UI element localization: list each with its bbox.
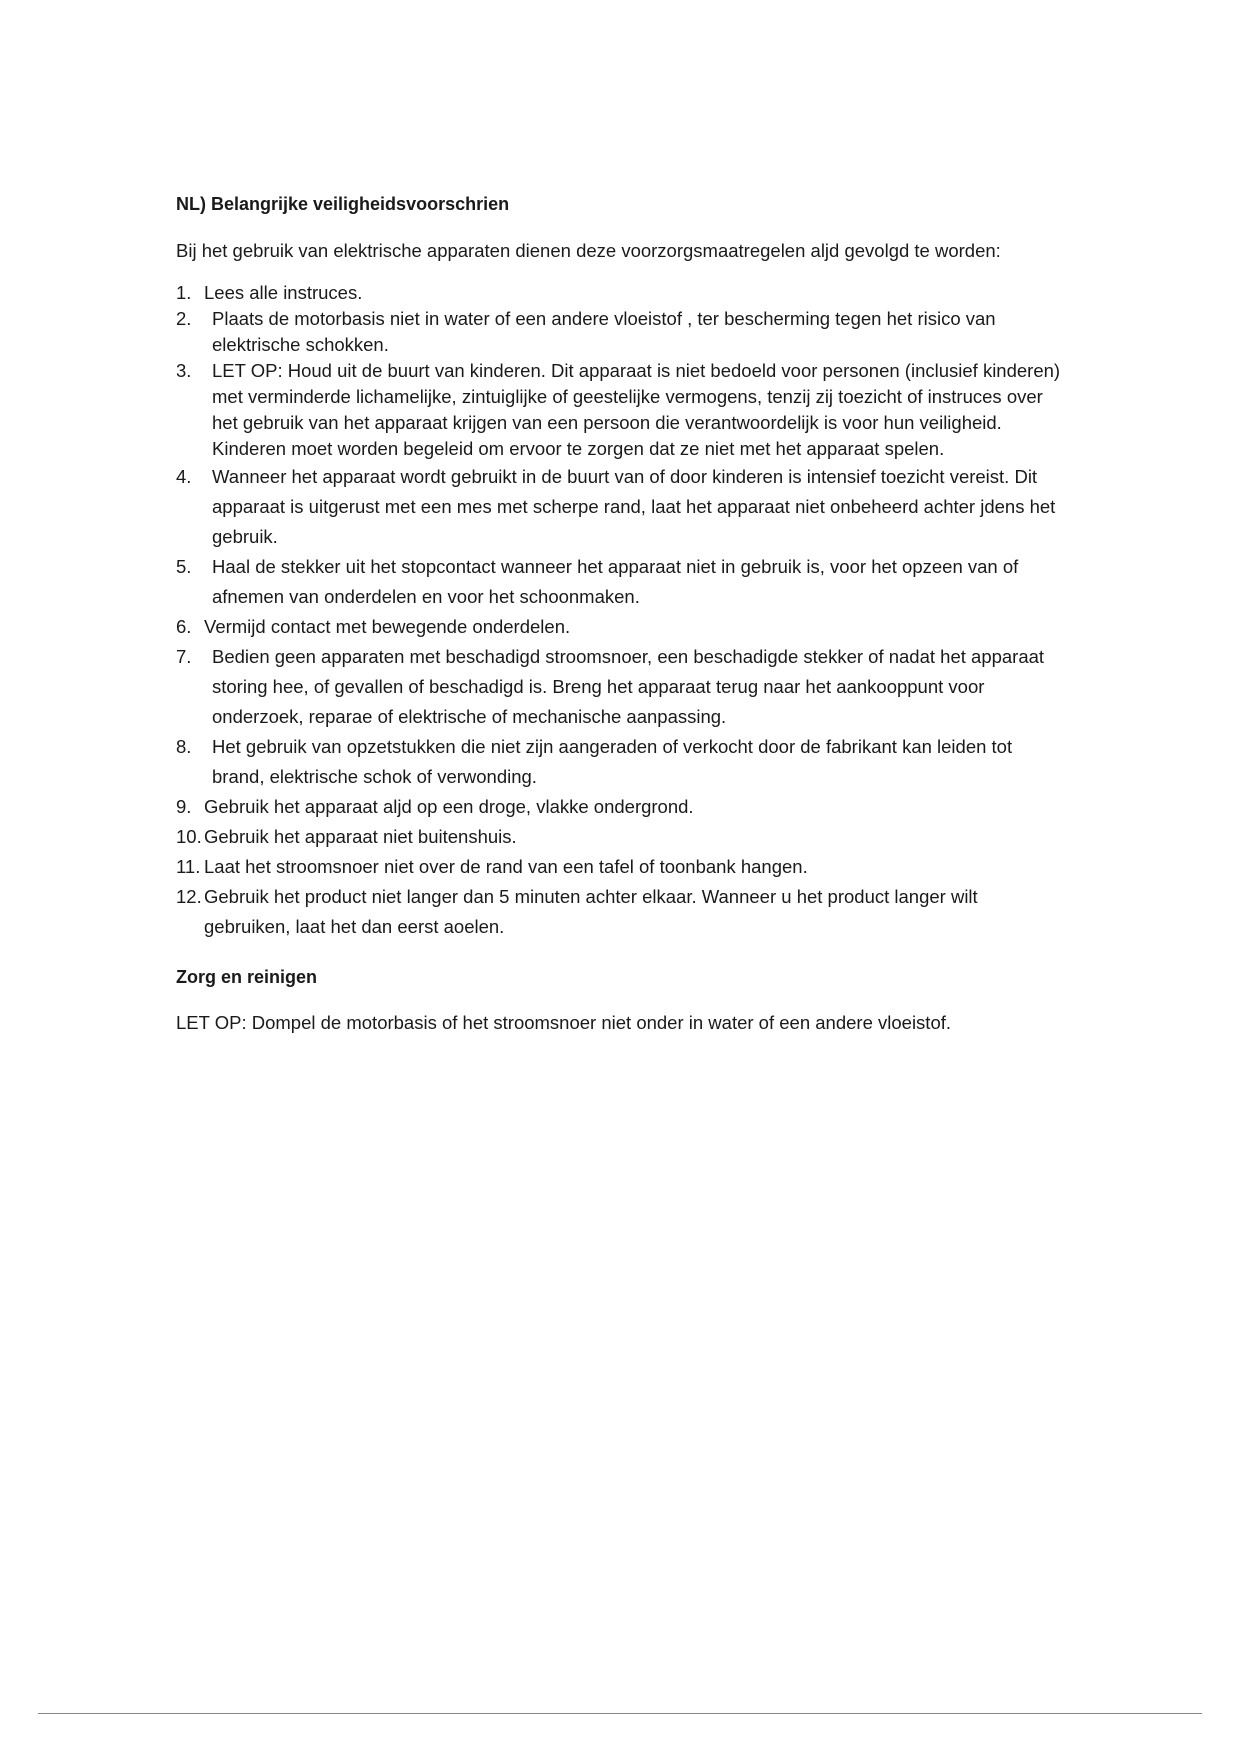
- list-item: [176, 822, 1066, 852]
- care-warning-text: LET OP: Dompel de motorbasis of het stroomsnoer niet onder in water of een andere vloeistof.: [176, 1012, 952, 1033]
- list-item: [176, 792, 1066, 822]
- list-item-number: 8.: [176, 736, 192, 757]
- list-item: [176, 852, 1066, 882]
- list-item-text: Gebruik het apparaat niet buitenshuis.: [204, 826, 517, 847]
- list-item-number: 9.: [176, 796, 192, 817]
- list-item: [176, 280, 1066, 306]
- list-item: [176, 732, 1066, 792]
- list-item-number: 7.: [176, 646, 192, 667]
- list-item-text: Laat het stroomsnoer niet over de rand van een tafel of toonbank hangen.: [204, 856, 808, 877]
- list-item: [176, 552, 1066, 612]
- list-item-text: Wanneer het apparaat wordt gebruikt in de buurt van of door kinderen is intensief toezicht vereist. Dit apparaat is uitgerust met een mes met scherpe rand, laat het apparaat niet onbeheerd achter jdens het gebruik.: [212, 466, 1056, 547]
- list-item-text: Gebruik het apparaat aljd op een droge, vlakke ondergrond.: [204, 796, 694, 817]
- list-item-text: LET OP: Houd uit de buurt van kinderen. Dit apparaat is niet bedoeld voor personen (inclusief kinderen) met verminderde lichamelijke, zintuiglijke of geestelijke vermogens, tenzij zij toezicht of instruces over het gebruik van het apparaat krijgen van een persoon die verantwoordelijk is voor hun veiligheid. Kinderen moet worden begeleid om ervoor te zorgen dat ze niet met het apparaat spelen.: [212, 360, 1061, 459]
- safety-instructions-list: [176, 280, 1066, 942]
- list-item-number: 6.: [176, 616, 192, 637]
- list-item-text: Plaats de motorbasis niet in water of een andere vloeistof , ter bescherming tegen het risico van elektrische schokken.: [212, 308, 996, 355]
- list-item: [176, 882, 1066, 942]
- list-item: [176, 612, 1066, 642]
- list-item-text: Bedien geen apparaten met beschadigd stroomsnoer, een beschadigde stekker of nadat het apparaat storing hee, of gevallen of beschadigd is. Breng het apparaat terug naar het aankooppunt voor onderzoek, reparae of elektrische of mechanische aanpassing.: [212, 646, 1045, 727]
- list-item-number: 10.: [176, 826, 202, 847]
- list-item-number: 4.: [176, 466, 192, 487]
- list-item-text: Het gebruik van opzetstukken die niet zijn aangeraden of verkocht door de fabrikant kan leiden tot brand, elektrische schok of verwonding.: [212, 736, 1013, 787]
- intro-paragraph: Bij het gebruik van elektrische apparaten dienen deze voorzorgsmaatregelen aljd gevolgd te worden:: [176, 240, 1001, 261]
- list-item-text: Vermijd contact met bewegende onderdelen.: [204, 616, 571, 637]
- list-item-number: 3.: [176, 360, 192, 381]
- list-item: [176, 642, 1066, 732]
- list-item-number: 11.: [176, 856, 201, 877]
- page-title: NL) Belangrijke veiligheidsvoorschrien: [176, 194, 510, 214]
- list-item-number: 2.: [176, 308, 192, 329]
- list-item-number: 1.: [176, 282, 192, 303]
- list-item-text: Haal de stekker uit het stopcontact wanneer het apparaat niet in gebruik is, voor het opzeen van of afnemen van onderdelen en voor het schoonmaken.: [212, 556, 1019, 607]
- footer-divider: [38, 1713, 1202, 1714]
- list-item: [176, 462, 1066, 552]
- section-title-care: Zorg en reinigen: [176, 967, 318, 987]
- document-page: [176, 191, 1066, 1036]
- list-item-text: Lees alle instruces.: [204, 282, 363, 303]
- list-item: [176, 358, 1066, 462]
- list-item-number: 12.: [176, 886, 202, 907]
- list-item-text: Gebruik het product niet langer dan 5 minuten achter elkaar. Wanneer u het product langer wilt gebruiken, laat het dan eerst aoelen.: [204, 886, 978, 937]
- list-item: [176, 306, 1066, 358]
- list-item-number: 5.: [176, 556, 192, 577]
